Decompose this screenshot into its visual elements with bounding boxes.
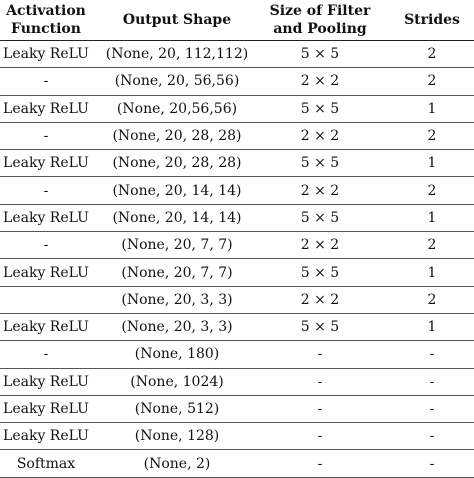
- cell-output-shape: (None, 2): [104, 450, 250, 477]
- cell-activation: Leaky ReLU: [0, 95, 104, 122]
- cell-filter-pool-size: 2 × 2: [250, 122, 390, 149]
- cell-output-shape: (None, 20, 7, 7): [104, 232, 250, 259]
- cell-output-shape: (None, 20, 56,56): [104, 68, 250, 95]
- table-row: [0, 122, 474, 149]
- table-row: [0, 450, 474, 477]
- cell-filter-pool-size: 5 × 5: [250, 204, 390, 231]
- cell-activation: Leaky ReLU: [0, 368, 104, 395]
- table-row: [0, 41, 474, 68]
- table-header: [0, 0, 474, 41]
- cell-strides: 1: [390, 150, 474, 177]
- table-row: [0, 368, 474, 395]
- header-size-of-filter-and-pooling: [250, 0, 390, 41]
- header-output-shape: Output Shape: [104, 0, 250, 41]
- header-size-line-1: Size of Filter: [269, 3, 371, 19]
- cell-activation: -: [0, 341, 104, 368]
- cell-activation: Leaky ReLU: [0, 423, 104, 450]
- cell-filter-pool-size: -: [250, 341, 390, 368]
- table-row: [0, 313, 474, 340]
- header-activation-function: [0, 0, 104, 41]
- cell-activation: -: [0, 232, 104, 259]
- cell-output-shape: (None, 20, 7, 7): [104, 259, 250, 286]
- cell-output-shape: (None, 20, 28, 28): [104, 122, 250, 149]
- cell-strides: -: [390, 341, 474, 368]
- cell-filter-pool-size: -: [250, 368, 390, 395]
- cell-strides: 2: [390, 286, 474, 313]
- cell-output-shape: (None, 128): [104, 423, 250, 450]
- cell-strides: 2: [390, 177, 474, 204]
- cell-filter-pool-size: 2 × 2: [250, 232, 390, 259]
- table-row: [0, 259, 474, 286]
- header-activation-line-2: Function: [11, 21, 81, 37]
- cell-output-shape: (None, 20,56,56): [104, 95, 250, 122]
- cell-activation: Leaky ReLU: [0, 313, 104, 340]
- cell-output-shape: (None, 20, 3, 3): [104, 313, 250, 340]
- cell-filter-pool-size: 5 × 5: [250, 259, 390, 286]
- cell-activation: Leaky ReLU: [0, 41, 104, 68]
- table-body: [0, 41, 474, 478]
- cell-filter-pool-size: 2 × 2: [250, 286, 390, 313]
- header-strides: Strides: [390, 0, 474, 41]
- cell-activation: Leaky ReLU: [0, 204, 104, 231]
- cell-filter-pool-size: -: [250, 395, 390, 422]
- cell-filter-pool-size: 5 × 5: [250, 95, 390, 122]
- table-row: [0, 232, 474, 259]
- table-row: [0, 204, 474, 231]
- cell-activation: -: [0, 177, 104, 204]
- cell-output-shape: (None, 20, 3, 3): [104, 286, 250, 313]
- table-row: [0, 286, 474, 313]
- cell-strides: 2: [390, 122, 474, 149]
- cell-strides: 1: [390, 313, 474, 340]
- cell-output-shape: (None, 512): [104, 395, 250, 422]
- cell-activation: Leaky ReLU: [0, 259, 104, 286]
- header-size-line-2: and Pooling: [273, 21, 367, 37]
- cell-output-shape: (None, 1024): [104, 368, 250, 395]
- cell-filter-pool-size: 2 × 2: [250, 68, 390, 95]
- cell-activation: Leaky ReLU: [0, 395, 104, 422]
- cell-activation: Softmax: [0, 450, 104, 477]
- cell-strides: -: [390, 450, 474, 477]
- table-row: [0, 95, 474, 122]
- cell-output-shape: (None, 20, 14, 14): [104, 204, 250, 231]
- cell-strides: 2: [390, 68, 474, 95]
- table-row: [0, 395, 474, 422]
- cell-filter-pool-size: 2 × 2: [250, 177, 390, 204]
- cell-strides: 1: [390, 204, 474, 231]
- cell-output-shape: (None, 20, 28, 28): [104, 150, 250, 177]
- cell-strides: -: [390, 368, 474, 395]
- cell-output-shape: (None, 20, 14, 14): [104, 177, 250, 204]
- cell-activation: -: [0, 122, 104, 149]
- cell-filter-pool-size: 5 × 5: [250, 313, 390, 340]
- table-row: [0, 68, 474, 95]
- cell-strides: -: [390, 395, 474, 422]
- cell-activation: [0, 286, 104, 313]
- header-row: [0, 0, 474, 41]
- cell-filter-pool-size: 5 × 5: [250, 150, 390, 177]
- table-row: [0, 150, 474, 177]
- cell-activation: -: [0, 68, 104, 95]
- table-row: [0, 341, 474, 368]
- cell-filter-pool-size: -: [250, 450, 390, 477]
- cell-strides: 1: [390, 259, 474, 286]
- header-activation-line-1: Activation: [6, 3, 86, 19]
- cell-output-shape: (None, 20, 112,112): [104, 41, 250, 68]
- cell-strides: 2: [390, 41, 474, 68]
- table-row: [0, 177, 474, 204]
- cell-output-shape: (None, 180): [104, 341, 250, 368]
- cell-strides: -: [390, 423, 474, 450]
- cell-filter-pool-size: -: [250, 423, 390, 450]
- cell-activation: Leaky ReLU: [0, 150, 104, 177]
- cell-strides: 2: [390, 232, 474, 259]
- table-row: [0, 423, 474, 450]
- cell-filter-pool-size: 5 × 5: [250, 41, 390, 68]
- cell-strides: 1: [390, 95, 474, 122]
